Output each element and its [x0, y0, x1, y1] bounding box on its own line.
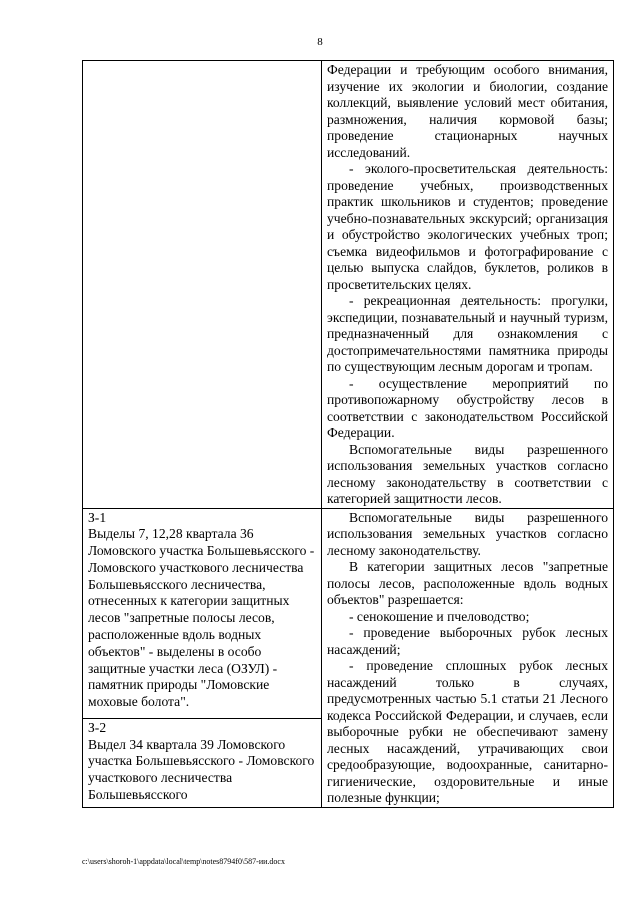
permitted-uses-cell	[322, 61, 614, 509]
zone-description: Выделы 7, 12,28 квартала 36 Ломовского участка Большевьясского - Ломовского участкового лесничества Большевьясского лесничества, отнесенных к категории защитных лесов "запретные полосы лесов, расположенные вдоль водных объектов" - выделены в особо защитные участки леса (ОЗУЛ) - памятник природы "Ломовские моховые болота".	[88, 526, 315, 710]
zone-description: Выдел 34 квартала 39 Ломовского участка Большевьясского - Ломовского участкового лесничества Большевьясского	[88, 736, 315, 802]
paragraph: - проведение сплошных рубок лесных насаждений только в случаях, предусмотренных частью 5.1 статьи 21 Лесного кодекса Российской Федерации, и случаев, если выборочные рубки не обеспечивают замену лесных насаждений, утрачивающих свои средообразующие, водоохранные, санитарно-гигиенические, оздоровительные и иные полезные функции;	[327, 658, 608, 805]
zone-id: З-2	[88, 719, 107, 735]
paragraph: Федерации и требующим особого внимания, изучение их экологии и биологии, создание коллекций, выявление условий мест обитания, размножения, наличия кормовой базы; проведение стационарных научных исследований.	[327, 62, 608, 160]
paragraph: Вспомогательные виды разрешенного использования земельных участков согласно лесному законодательству в соответствии с категорией защитности лесов.	[327, 441, 608, 506]
permitted-uses-cell	[322, 508, 614, 807]
paragraph: - проведение выборочных рубок лесных насаждений;	[327, 625, 608, 657]
table-row	[83, 508, 614, 718]
table-row	[83, 61, 614, 509]
paragraph: - эколого-просветительская деятельность: проведение учебных, производственных практик школьников и студентов; проведение учебно-познавательных экскурсий; организация и обустройство экологических учебных троп; съемка видеофильмов и фотографирование с целью выпуска слайдов, буклетов, роликов в просветительских целях.	[327, 161, 608, 292]
paragraph: - рекреационная деятельность: прогулки, экспедиции, познавательный и научный туризм, предназначенный для ознакомления с достопримечательностями памятника природы по существующим лесным дорогам и тропам.	[327, 293, 608, 374]
paragraph: - осуществление мероприятий по противопожарному обустройству лесов в соответствии с законодательством Российской Федерации.	[327, 375, 608, 440]
file-path-footer: c:\users\shoroh-1\appdata\local\temp\notes8794f0\587-ии.docx	[82, 857, 285, 866]
paragraph: Вспомогательные виды разрешенного использования земельных участков согласно лесному законодательству.	[327, 509, 608, 558]
zone-cell	[83, 508, 322, 718]
paragraph: - сенокошение и пчеловодство;	[349, 608, 530, 624]
page-number: 8	[317, 36, 323, 48]
zones-table	[82, 60, 614, 808]
zone-cell	[83, 718, 322, 807]
zone-cell	[83, 61, 322, 509]
paragraph: В категории защитных лесов "запретные полосы лесов, расположенные вдоль водных объектов" разрешается:	[327, 559, 608, 607]
zone-id: З-1	[88, 509, 107, 525]
